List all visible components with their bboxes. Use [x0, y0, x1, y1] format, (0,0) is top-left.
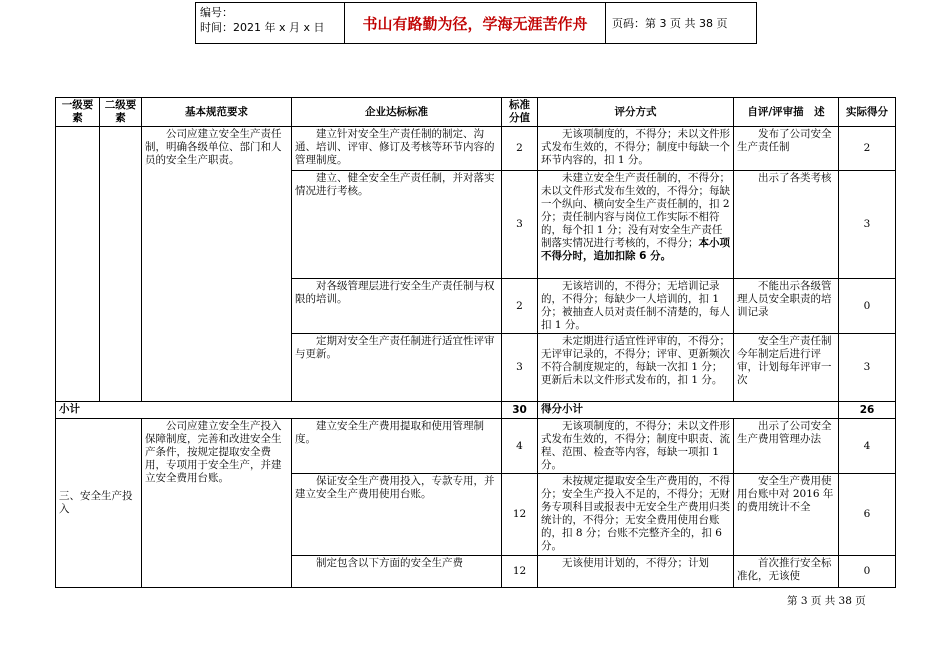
level1-cell: 三、安全生产投入: [56, 419, 142, 588]
standard-cell: 对各级管理层进行安全生产责任制与权限的培训。: [292, 279, 502, 334]
description-cell: 安全生产责任制今年制定后进行评审，计划每年评审一次: [734, 334, 839, 402]
description-cell: 安全生产费用使用台账中对 2016 年的费用统计不全: [734, 474, 839, 556]
col-header-requirement: 基本规范要求: [142, 98, 292, 127]
score-cell: 3: [502, 171, 538, 279]
standards-table: [55, 97, 896, 588]
col-header-standard: 企业达标标准: [292, 98, 502, 127]
description-cell: 发布了公司安全生产责任制: [734, 127, 839, 171]
table-header-row: [56, 98, 896, 127]
subtotal-label: 小计: [56, 402, 502, 419]
actual-score-cell: 2: [839, 127, 896, 171]
method-penalty-note: 本小项不得分时，追加扣除 6 分。: [541, 237, 730, 262]
score-cell: 12: [502, 556, 538, 588]
actual-score-cell: 4: [839, 419, 896, 474]
time-label: 时间：2021 年 x 月 x 日: [200, 21, 325, 34]
actual-score-cell: 6: [839, 474, 896, 556]
subtotal-score: 30: [502, 402, 538, 419]
col-header-actual: 实际得分: [839, 98, 896, 127]
level2-cell: [100, 127, 142, 402]
score-cell: 2: [502, 127, 538, 171]
col-header-method: 评分方式: [538, 98, 734, 127]
description-cell: 首次推行安全标准化，无该使: [734, 556, 839, 588]
standard-cell: 制定包含以下方面的安全生产费: [292, 556, 502, 588]
table-row: [56, 127, 896, 171]
method-cell: 未定期进行适宜性评审的，不得分；无评审记录的，不得分；评审、更新频次不符合制度规定的，每缺一次扣 1 分；更新后未以文件形式发布的，扣 1 分。: [538, 334, 734, 402]
description-cell: 不能出示各级管理人员安全职责的培训记录: [734, 279, 839, 334]
requirement-cell: 公司应建立安全生产投入保障制度，完善和改进安全生产条件，按规定提取安全费用，专项用于安全生产，并建立安全费用台账。: [142, 419, 292, 588]
page-header: [195, 2, 757, 44]
score-cell: 2: [502, 279, 538, 334]
method-cell: 无该项制度的，不得分；未以文件形式发布生效的，不得分；制度中每缺一个环节内容的，扣 1 分。: [538, 127, 734, 171]
standard-cell: 建立针对安全生产责任制的制定、沟通、培训、评审、修订及考核等环节内容的管理制度。: [292, 127, 502, 171]
subtotal-actual: 26: [839, 402, 896, 419]
method-cell: 无该项制度的，不得分；未以文件形式发布生效的，不得分；制度中职责、流程、范围、检查等内容，每缺一项扣 1 分。: [538, 419, 734, 474]
actual-score-cell: 0: [839, 279, 896, 334]
method-cell: 未按规定提取安全生产费用的，不得分；安全生产投入不足的，不得分；无财务专项科目或报表中无安全生产费用归类统计的，不得分；无安全费用使用台账的，扣 8 分；台账不完整齐全的，扣 6 分。: [538, 474, 734, 556]
method-cell: [538, 171, 734, 279]
col-header-level2: 二级要素: [100, 98, 142, 127]
score-cell: 3: [502, 334, 538, 402]
number-label: 编号：: [200, 6, 233, 19]
col-header-level1: 一级要素: [56, 98, 100, 127]
actual-score-cell: 0: [839, 556, 896, 588]
score-cell: 4: [502, 419, 538, 474]
actual-score-cell: 3: [839, 334, 896, 402]
description-cell: 出示了公司安全生产费用管理办法: [734, 419, 839, 474]
method-cell: 无该培训的，不得分；无培训记录的，不得分；每缺少一人培训的，扣 1 分；被抽查人员对责任制不清楚的，每人扣 1 分。: [538, 279, 734, 334]
requirement-cell: 公司应建立安全生产责任制，明确各级单位、部门和人员的安全生产职责。: [142, 127, 292, 402]
description-cell: 出示了各类考核: [734, 171, 839, 279]
standard-cell: 建立、健全安全生产责任制，并对落实情况进行考核。: [292, 171, 502, 279]
subtotal-method: 得分小计: [538, 402, 839, 419]
col-header-description: 自评/评审描 述: [734, 98, 839, 127]
col-header-score: 标准分值: [502, 98, 538, 127]
page-footer: 第 3 页 共 38 页: [787, 595, 866, 607]
actual-score-cell: 3: [839, 171, 896, 279]
standard-cell: 保证安全生产费用投入，专款专用，并建立安全生产费用使用台账。: [292, 474, 502, 556]
standard-cell: 建立安全生产费用提取和使用管理制度。: [292, 419, 502, 474]
table-row: [56, 419, 896, 474]
level1-cell: [56, 127, 100, 402]
method-text: 未建立安全生产责任制的，不得分；未以文件形式发布生效的，不得分；每缺一个纵向、横向安全生产责任制的，扣 2 分；责任制内容与岗位工作实际不相符的，每个扣 1 分；没有对安全生产责任制落实情况进行考核的，不得分；: [541, 172, 730, 249]
score-cell: 12: [502, 474, 538, 556]
subtotal-row: [56, 402, 896, 419]
method-cell: 无该使用计划的，不得分；计划: [538, 556, 734, 588]
header-motto: 书山有路勤为径，学海无涯苦作舟: [345, 3, 606, 43]
standard-cell: 定期对安全生产责任制进行适宜性评审与更新。: [292, 334, 502, 402]
header-meta: [196, 3, 345, 43]
header-page-number: 页码：第 3 页 共 38 页: [612, 17, 728, 30]
